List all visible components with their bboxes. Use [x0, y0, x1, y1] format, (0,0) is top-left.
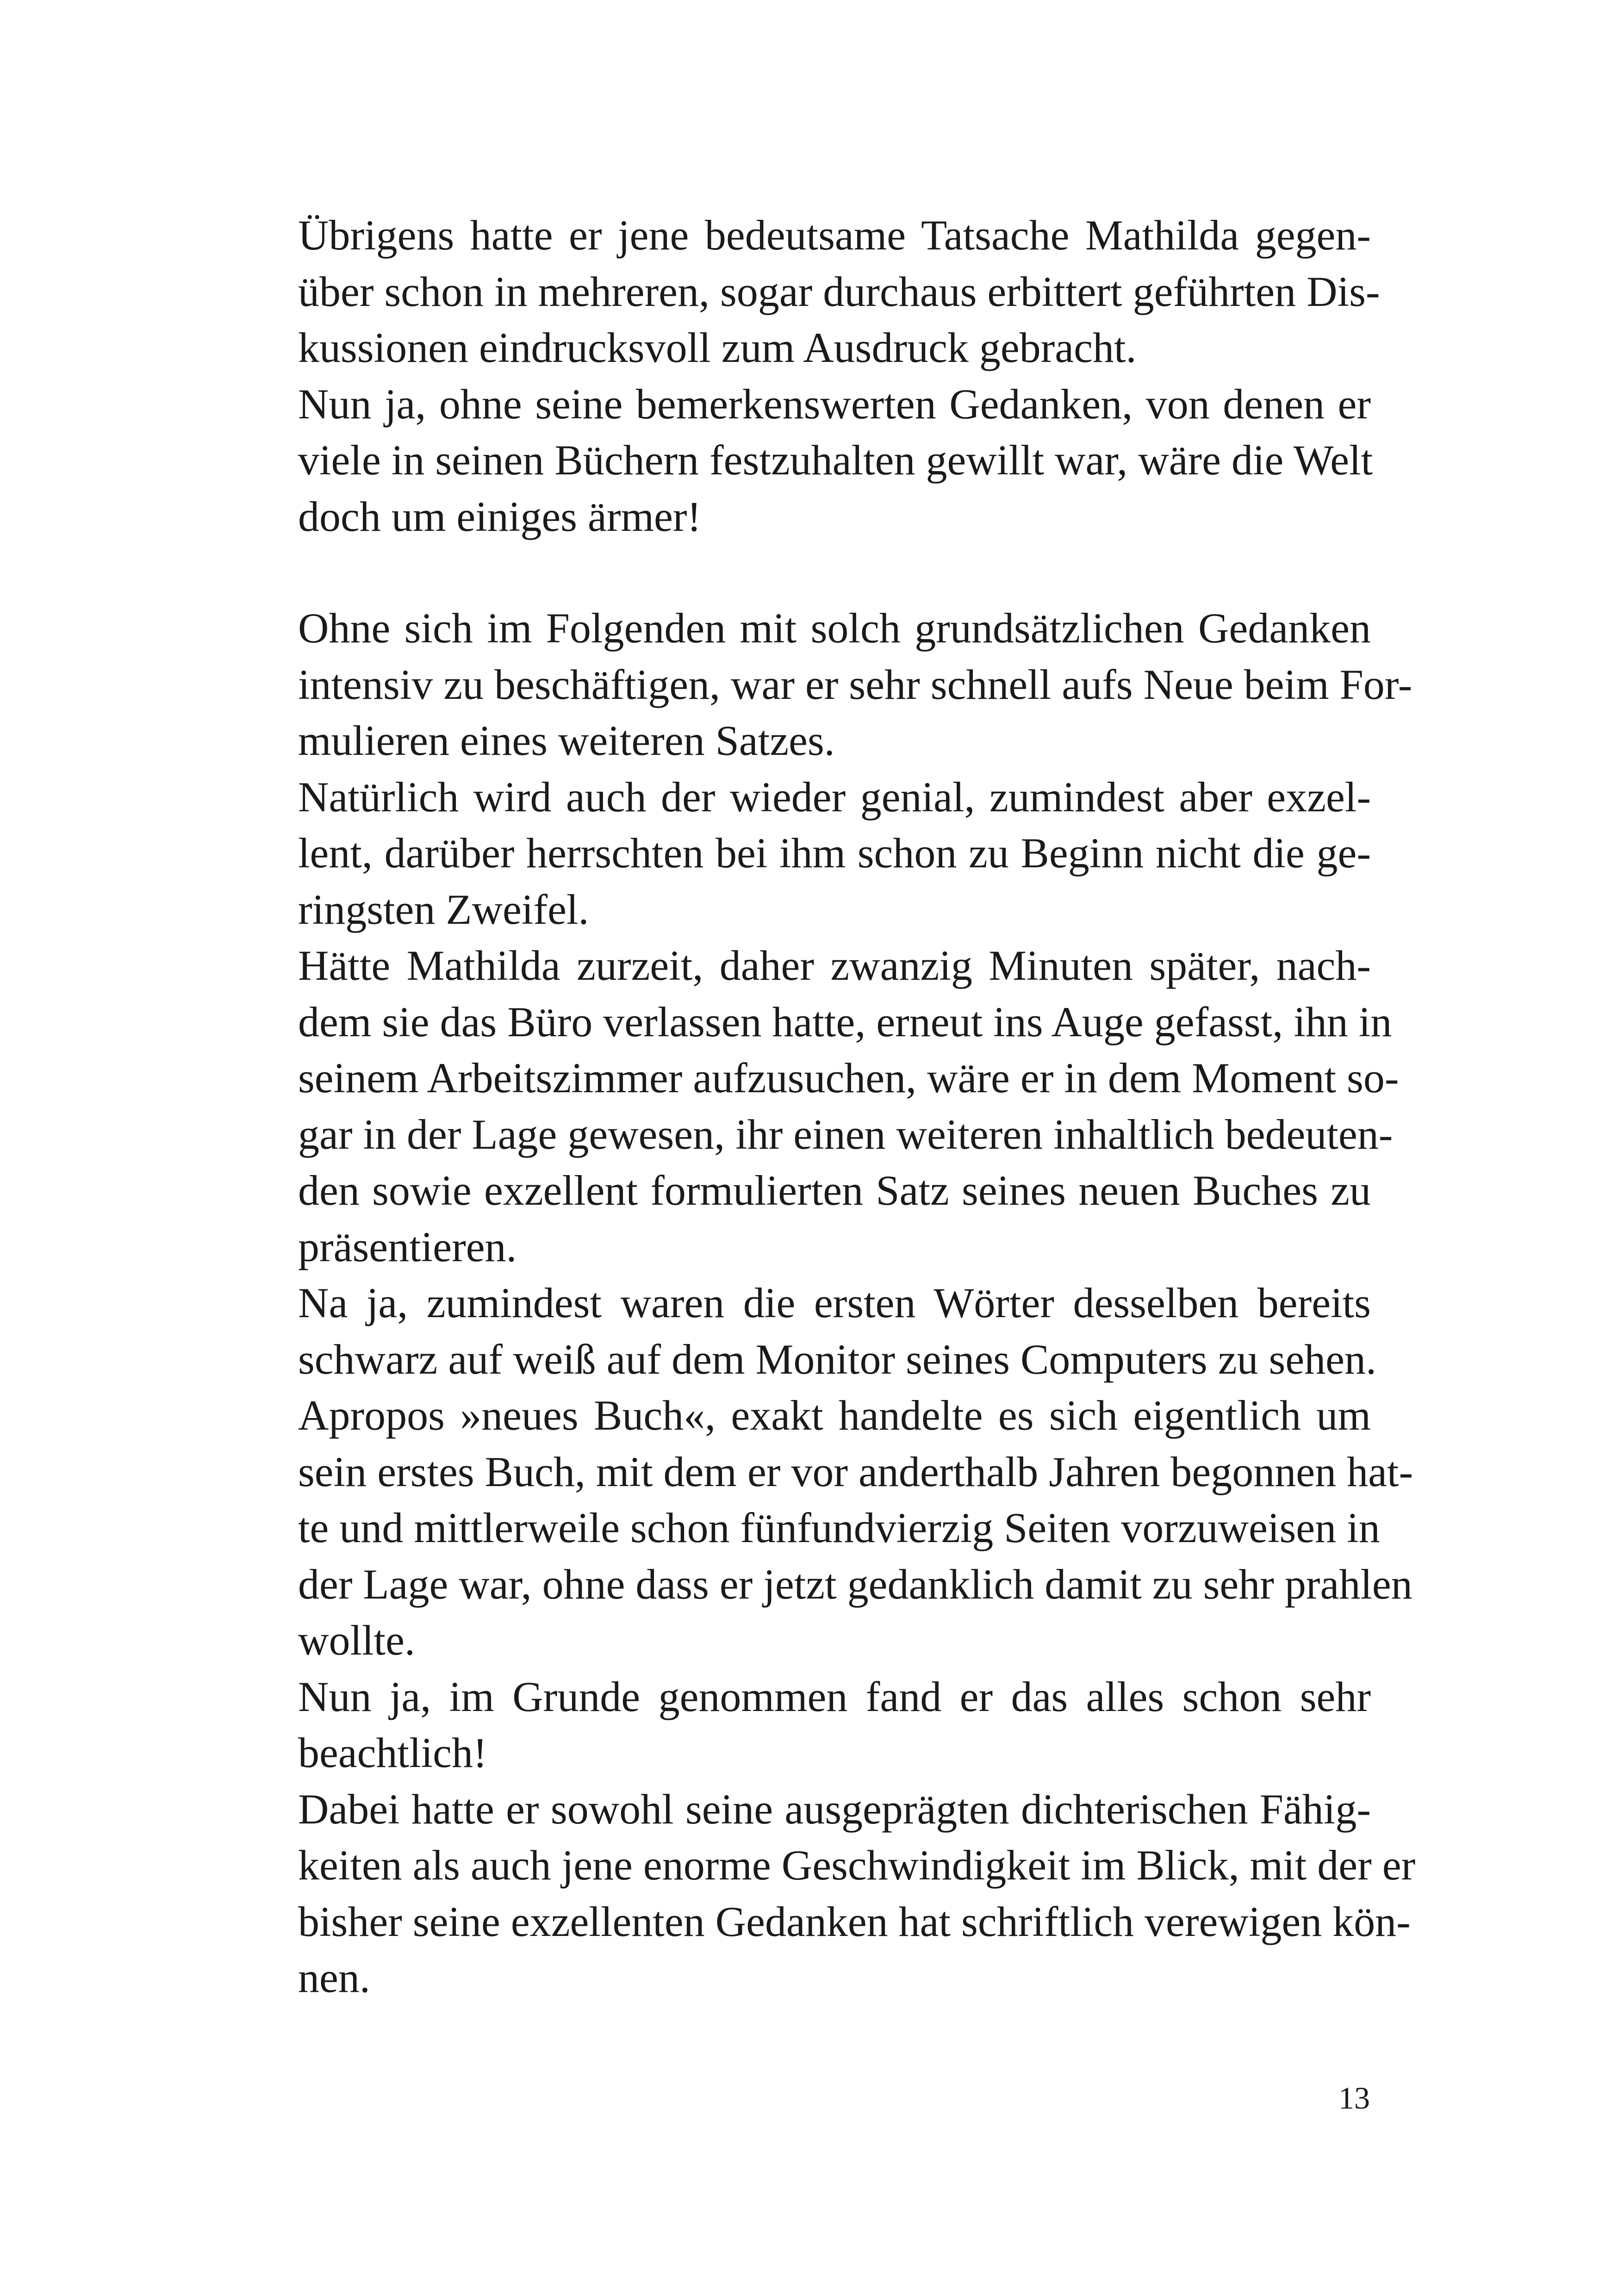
text-line: beachtlich!	[298, 1729, 487, 1776]
text-line: Ohne sich im Folgenden mit solch grundsätzlichen Gedanken	[298, 604, 1371, 652]
paragraph-6	[242, 1275, 1377, 1388]
text-line: Hätte Mathilda zurzeit, daher zwanzig Minuten später, nach-	[298, 942, 1371, 989]
text-line: kussionen eindrucksvoll zum Ausdruck gebracht.	[298, 324, 1137, 371]
text-line: sein erstes Buch, mit dem er vor anderthalb Jahren begonnen hat-	[298, 1448, 1413, 1495]
paragraph-2	[242, 376, 1371, 545]
paragraph-8	[242, 1669, 1371, 1781]
text-line: Apropos »neues Buch«, exakt handelte es sich eigentlich um	[298, 1392, 1371, 1439]
text-line: nen.	[298, 1954, 370, 2001]
text-line: Dabei hatte er sowohl seine ausgeprägten dichterischen Fähig-	[298, 1785, 1371, 1833]
text-line: wollte.	[298, 1617, 415, 1664]
paragraph-4	[242, 769, 1371, 938]
text-line: präsentieren.	[298, 1223, 517, 1270]
text-line: Nun ja, im Grunde genommen fand er das alles schon sehr	[298, 1673, 1371, 1720]
text-line: doch um einiges ärmer!	[298, 492, 702, 540]
text-line: lent, darüber herrschten bei ihm schon zu Beginn nicht die ge-	[298, 829, 1371, 877]
text-line: mulieren eines weiteren Satzes.	[298, 717, 835, 764]
text-line: den sowie exzellent formulierten Satz seines neuen Buches zu	[298, 1167, 1371, 1214]
paragraph-7	[242, 1388, 1413, 1669]
text-line: dem sie das Büro verlassen hatte, erneut ins Auge gefasst, ihn in	[298, 998, 1392, 1045]
text-line: ringsten Zweifel.	[298, 885, 589, 933]
text-line: seinem Arbeitszimmer aufzusuchen, wäre er in dem Moment so-	[298, 1054, 1399, 1101]
paragraph-5	[242, 938, 1399, 1275]
text-line: der Lage war, ohne dass er jetzt gedanklich damit zu sehr prahlen	[298, 1560, 1413, 1608]
text-line: Natürlich wird auch der wieder genial, zumindest aber exzel-	[298, 773, 1371, 821]
text-block-main	[242, 600, 1416, 2006]
text-line: te und mittlerweile schon fünfundvierzig Seiten vorzuweisen in	[298, 1504, 1380, 1551]
page-number: 13	[1338, 2080, 1370, 2116]
paragraph-9	[242, 1781, 1416, 2006]
text-block-top	[242, 207, 1380, 545]
text-line: bisher seine exzellenten Gedanken hat schriftlich verewigen kön-	[298, 1898, 1411, 1945]
paragraph-1	[242, 207, 1380, 376]
text-line: keiten als auch jene enorme Geschwindigkeit im Blick, mit der er	[298, 1842, 1416, 1889]
text-line: intensiv zu beschäftigen, war er sehr schnell aufs Neue beim For-	[298, 660, 1413, 708]
text-line: viele in seinen Büchern festzuhalten gewillt war, wäre die Welt	[298, 436, 1373, 484]
text-line: schwarz auf weiß auf dem Monitor seines Computers zu sehen.	[298, 1335, 1377, 1383]
paragraph-3	[242, 600, 1413, 769]
text-line: Na ja, zumindest waren die ersten Wörter desselben bereits	[298, 1279, 1371, 1326]
text-line: über schon in mehreren, sogar durchaus erbittert geführten Dis-	[298, 268, 1380, 315]
text-line: Nun ja, ohne seine bemerkenswerten Gedanken, von denen er	[298, 380, 1371, 428]
text-line: Übrigens hatte er jene bedeutsame Tatsache Mathilda gegen-	[298, 212, 1371, 259]
text-line: gar in der Lage gewesen, ihr einen weiteren inhaltlich bedeuten-	[298, 1110, 1393, 1158]
